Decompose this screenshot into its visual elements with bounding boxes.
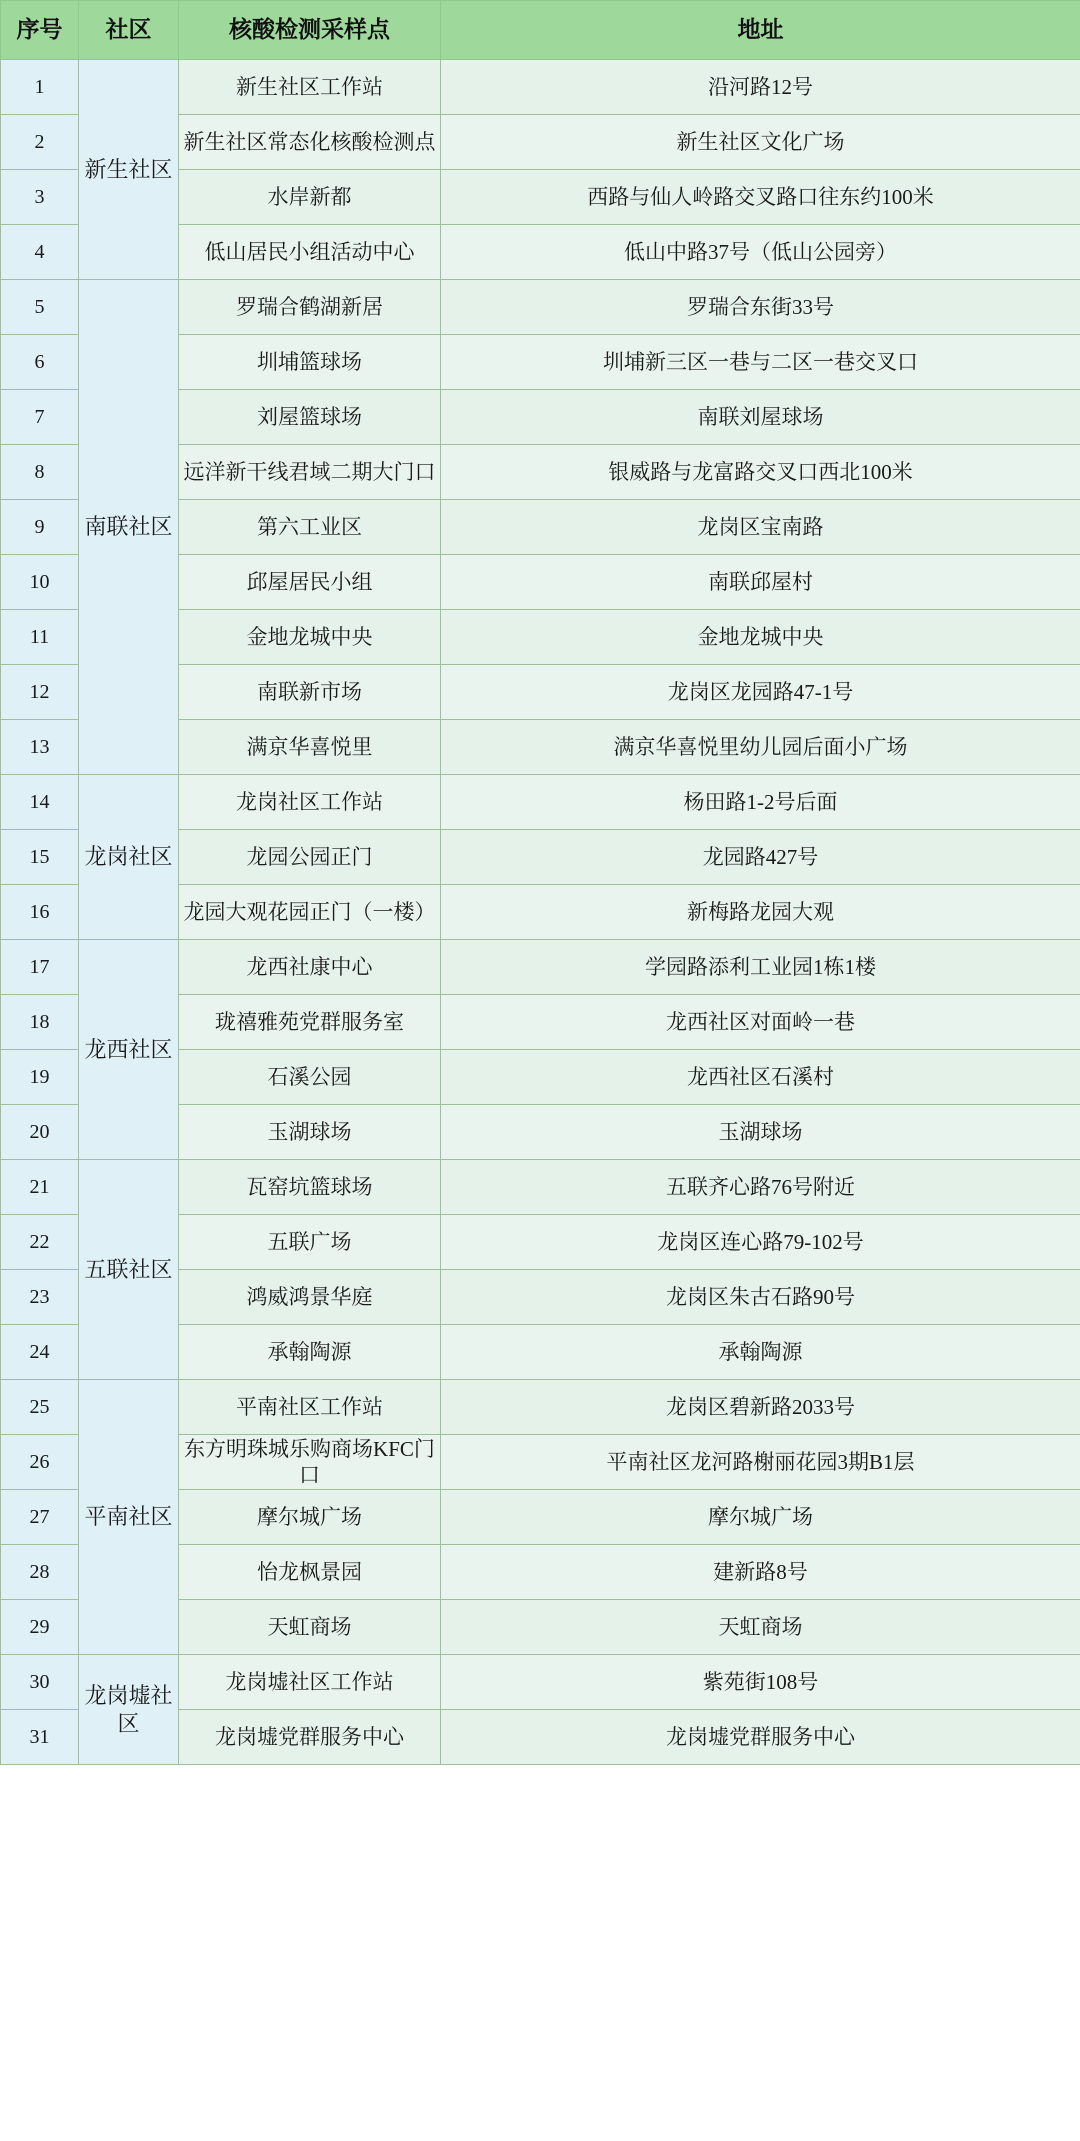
cell-site: 低山居民小组活动中心 (179, 225, 441, 280)
cell-address: 南联刘屋球场 (441, 390, 1080, 445)
cell-site: 龙园大观花园正门（一楼） (179, 885, 441, 940)
cell-site: 摩尔城广场 (179, 1490, 441, 1545)
cell-site: 刘屋篮球场 (179, 390, 441, 445)
cell-index: 5 (1, 280, 79, 335)
cell-site: 玉湖球场 (179, 1105, 441, 1160)
table-row (1, 60, 1080, 115)
cell-index: 10 (1, 555, 79, 610)
cell-index: 18 (1, 995, 79, 1050)
table-header-row (1, 1, 1080, 60)
cell-community: 五联社区 (79, 1160, 179, 1380)
cell-address: 满京华喜悦里幼儿园后面小广场 (441, 720, 1080, 775)
cell-community: 南联社区 (79, 280, 179, 775)
cell-address: 罗瑞合东街33号 (441, 280, 1080, 335)
cell-site: 东方明珠城乐购商场KFC门口 (179, 1435, 441, 1490)
cell-index: 20 (1, 1105, 79, 1160)
cell-index: 9 (1, 500, 79, 555)
cell-address: 龙岗墟党群服务中心 (441, 1710, 1080, 1765)
cell-index: 2 (1, 115, 79, 170)
cell-site: 平南社区工作站 (179, 1380, 441, 1435)
cell-address: 金地龙城中央 (441, 610, 1080, 665)
cell-address: 圳埔新三区一巷与二区一巷交叉口 (441, 335, 1080, 390)
cell-site: 远洋新干线君域二期大门口 (179, 445, 441, 500)
cell-site: 怡龙枫景园 (179, 1545, 441, 1600)
cell-site: 金地龙城中央 (179, 610, 441, 665)
cell-address: 杨田路1-2号后面 (441, 775, 1080, 830)
cell-index: 26 (1, 1435, 79, 1490)
cell-address: 龙西社区石溪村 (441, 1050, 1080, 1105)
cell-index: 16 (1, 885, 79, 940)
cell-site: 天虹商场 (179, 1600, 441, 1655)
cell-address: 承翰陶源 (441, 1325, 1080, 1380)
cell-address: 新生社区文化广场 (441, 115, 1080, 170)
cell-index: 23 (1, 1270, 79, 1325)
cell-site: 龙岗墟社区工作站 (179, 1655, 441, 1710)
cell-index: 29 (1, 1600, 79, 1655)
table-row (1, 1655, 1080, 1710)
column-header-index: 序号 (1, 1, 79, 60)
cell-address: 五联齐心路76号附近 (441, 1160, 1080, 1215)
cell-community: 龙岗社区 (79, 775, 179, 940)
cell-address: 银威路与龙富路交叉口西北100米 (441, 445, 1080, 500)
cell-site: 第六工业区 (179, 500, 441, 555)
cell-site: 龙西社康中心 (179, 940, 441, 995)
cell-index: 3 (1, 170, 79, 225)
cell-community: 平南社区 (79, 1380, 179, 1655)
cell-address: 学园路添利工业园1栋1楼 (441, 940, 1080, 995)
cell-index: 8 (1, 445, 79, 500)
cell-site: 瓦窑坑篮球场 (179, 1160, 441, 1215)
cell-index: 21 (1, 1160, 79, 1215)
cell-address: 建新路8号 (441, 1545, 1080, 1600)
cell-index: 19 (1, 1050, 79, 1105)
cell-index: 24 (1, 1325, 79, 1380)
cell-site: 新生社区常态化核酸检测点 (179, 115, 441, 170)
cell-site: 罗瑞合鹤湖新居 (179, 280, 441, 335)
cell-index: 12 (1, 665, 79, 720)
cell-index: 22 (1, 1215, 79, 1270)
cell-community: 新生社区 (79, 60, 179, 280)
cell-index: 15 (1, 830, 79, 885)
cell-index: 25 (1, 1380, 79, 1435)
cell-index: 28 (1, 1545, 79, 1600)
column-header-site: 核酸检测采样点 (179, 1, 441, 60)
cell-site: 五联广场 (179, 1215, 441, 1270)
cell-address: 紫苑街108号 (441, 1655, 1080, 1710)
cell-index: 7 (1, 390, 79, 445)
cell-address: 玉湖球场 (441, 1105, 1080, 1160)
cell-address: 西路与仙人岭路交叉路口往东约100米 (441, 170, 1080, 225)
table-body (1, 60, 1080, 1765)
cell-index: 4 (1, 225, 79, 280)
table-row (1, 1380, 1080, 1435)
cell-site: 南联新市场 (179, 665, 441, 720)
table-row (1, 940, 1080, 995)
table-row (1, 775, 1080, 830)
cell-address: 摩尔城广场 (441, 1490, 1080, 1545)
cell-site: 承翰陶源 (179, 1325, 441, 1380)
cell-index: 1 (1, 60, 79, 115)
cell-address: 龙西社区对面岭一巷 (441, 995, 1080, 1050)
cell-address: 平南社区龙河路榭丽花园3期B1层 (441, 1435, 1080, 1490)
table-row (1, 280, 1080, 335)
cell-address: 沿河路12号 (441, 60, 1080, 115)
cell-community: 龙岗墟社区 (79, 1655, 179, 1765)
cell-address: 龙岗区连心路79-102号 (441, 1215, 1080, 1270)
column-header-address: 地址 (441, 1, 1080, 60)
cell-index: 13 (1, 720, 79, 775)
cell-address: 龙岗区宝南路 (441, 500, 1080, 555)
cell-address: 龙岗区碧新路2033号 (441, 1380, 1080, 1435)
cell-index: 11 (1, 610, 79, 665)
cell-index: 30 (1, 1655, 79, 1710)
cell-site: 水岸新都 (179, 170, 441, 225)
table-row (1, 1160, 1080, 1215)
cell-community: 龙西社区 (79, 940, 179, 1160)
cell-address: 新梅路龙园大观 (441, 885, 1080, 940)
cell-address: 龙岗区龙园路47-1号 (441, 665, 1080, 720)
cell-address: 龙岗区朱古石路90号 (441, 1270, 1080, 1325)
cell-site: 珑禧雅苑党群服务室 (179, 995, 441, 1050)
cell-site: 龙岗墟党群服务中心 (179, 1710, 441, 1765)
cell-site: 鸿威鸿景华庭 (179, 1270, 441, 1325)
cell-site: 龙园公园正门 (179, 830, 441, 885)
cell-address: 低山中路37号（低山公园旁） (441, 225, 1080, 280)
cell-address: 南联邱屋村 (441, 555, 1080, 610)
cell-index: 31 (1, 1710, 79, 1765)
cell-address: 龙园路427号 (441, 830, 1080, 885)
cell-address: 天虹商场 (441, 1600, 1080, 1655)
cell-index: 6 (1, 335, 79, 390)
cell-site: 邱屋居民小组 (179, 555, 441, 610)
cell-index: 14 (1, 775, 79, 830)
cell-index: 17 (1, 940, 79, 995)
cell-index: 27 (1, 1490, 79, 1545)
column-header-community: 社区 (79, 1, 179, 60)
cell-site: 龙岗社区工作站 (179, 775, 441, 830)
cell-site: 圳埔篮球场 (179, 335, 441, 390)
cell-site: 石溪公园 (179, 1050, 441, 1105)
cell-site: 新生社区工作站 (179, 60, 441, 115)
cell-site: 满京华喜悦里 (179, 720, 441, 775)
